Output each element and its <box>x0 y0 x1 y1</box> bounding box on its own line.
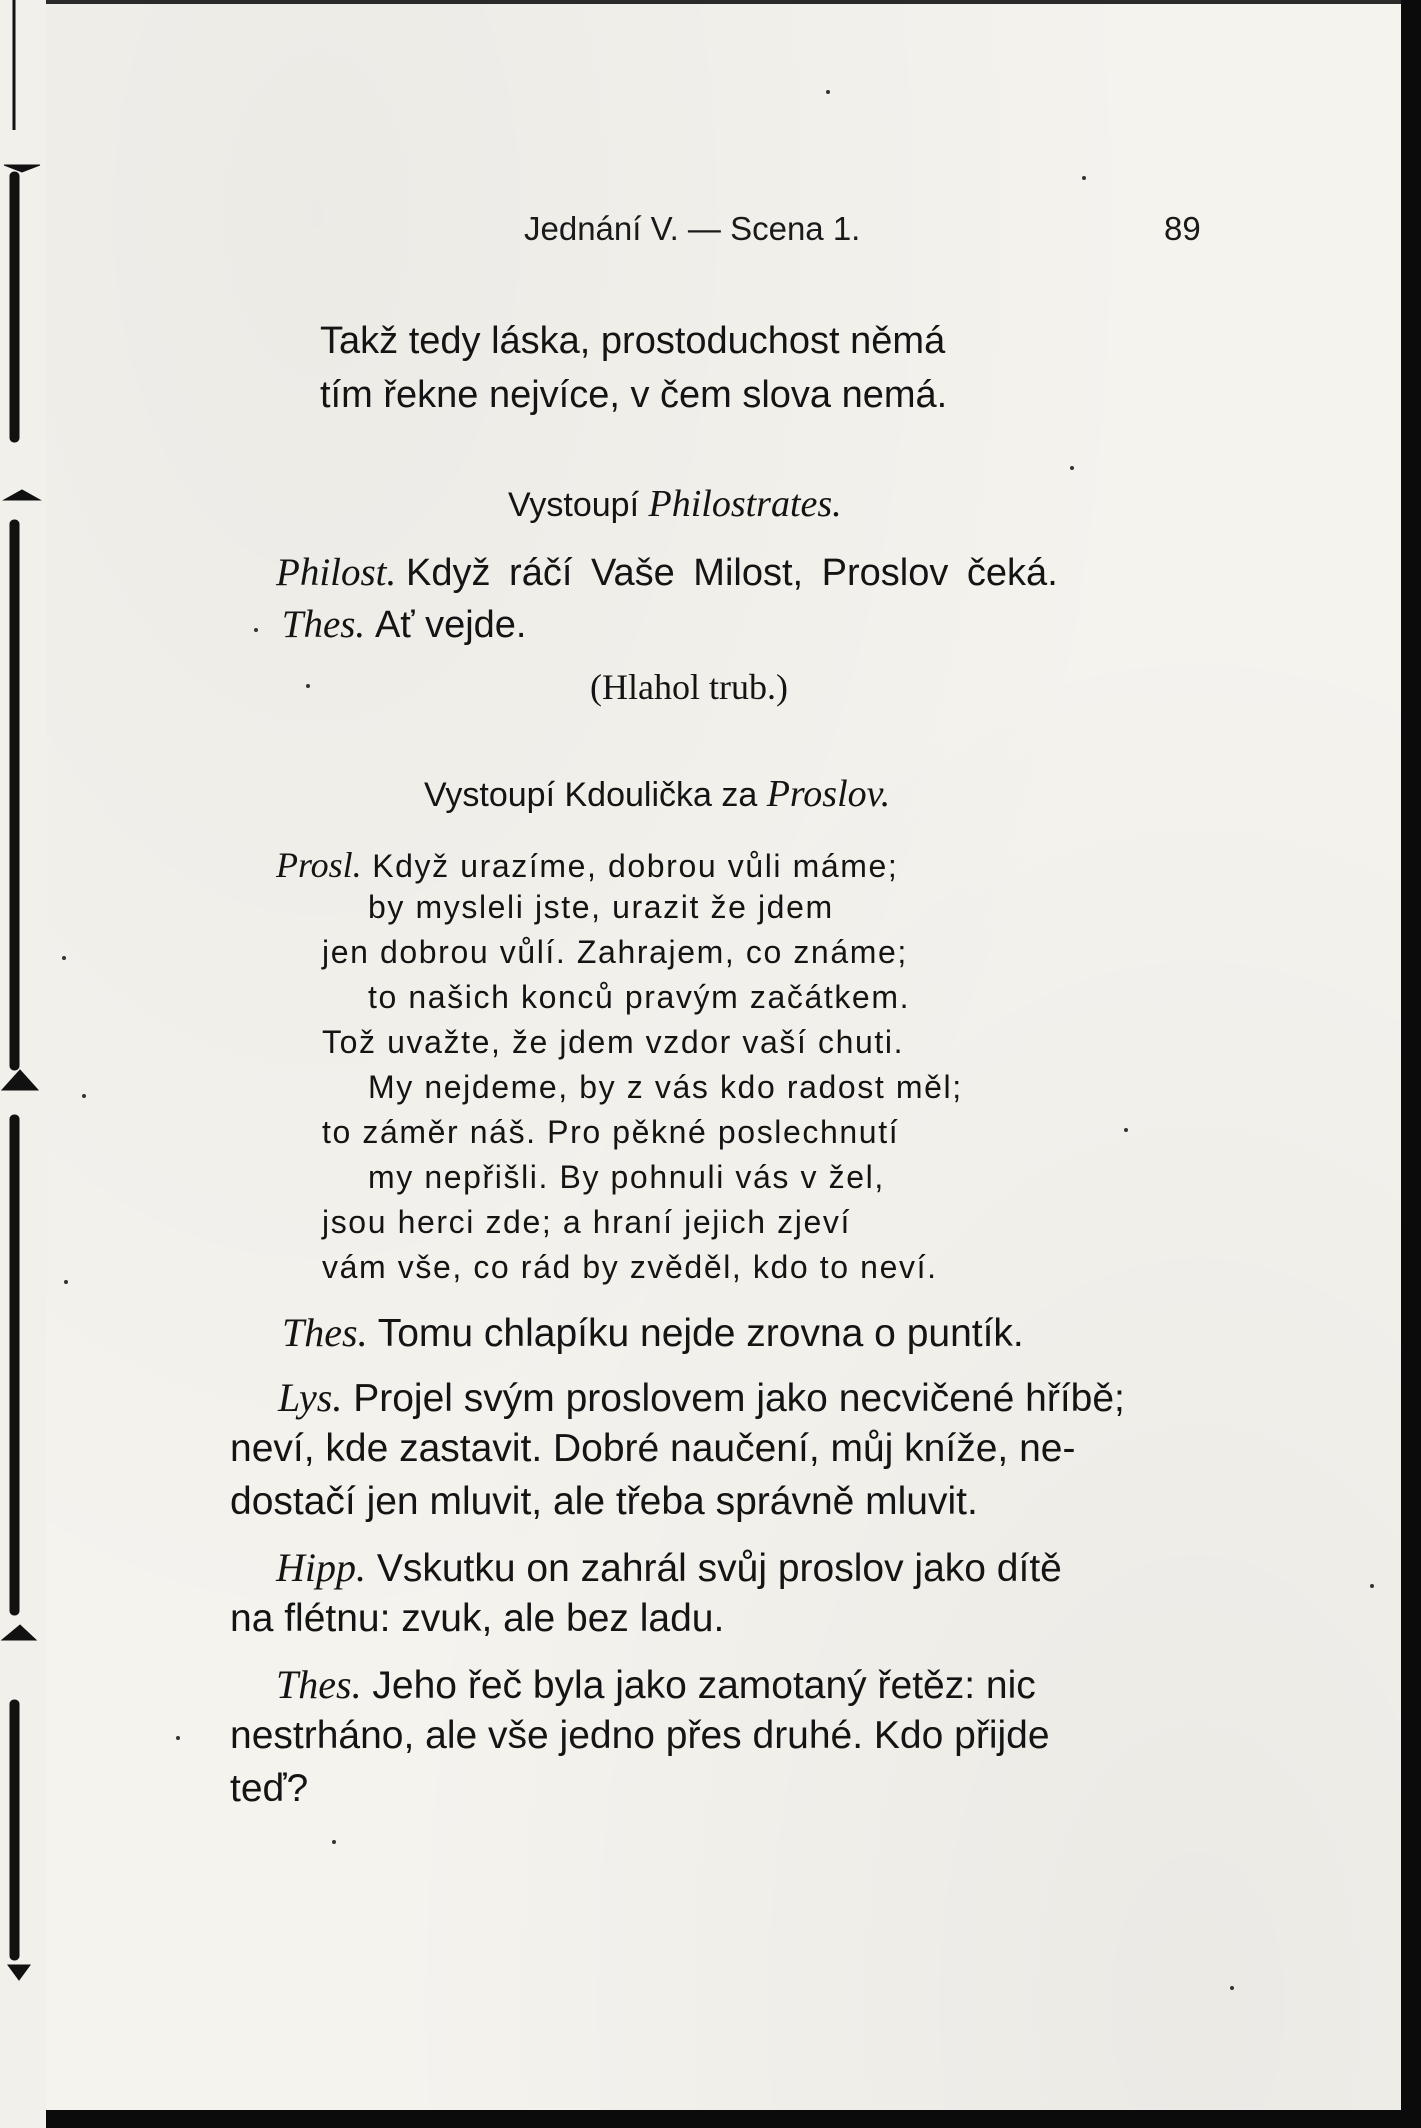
prologue-line: to našich konců pravým začátkem. <box>368 979 911 1015</box>
prologue-text: Když urazíme, dobrou vůli máme; <box>372 848 899 884</box>
speech-thes <box>254 602 527 647</box>
speech-text: dostačí jen mluvit, ale třeba správně mluvit. <box>230 1480 978 1523</box>
speech-text: Jeho řeč byla jako zamotaný řetěz: nic <box>372 1664 1036 1707</box>
print-speck <box>254 628 258 632</box>
speaker-label: Thes. <box>282 1310 368 1355</box>
stage-direction-text: Vystoupí <box>508 486 640 524</box>
print-speck <box>1070 466 1074 470</box>
prologue-line <box>276 844 898 886</box>
character-name: Proslov. <box>766 773 891 815</box>
speaker-label: Thes. <box>281 603 366 646</box>
speaker-label: Thes. <box>276 1662 362 1707</box>
verse-line: Takž tedy láska, prostoduchost němá <box>320 320 946 362</box>
speech-thes <box>276 1661 1036 1708</box>
book-page <box>46 0 1401 2110</box>
print-speck <box>1230 1986 1234 1990</box>
speech-text: na flétnu: zvuk, ale bez ladu. <box>230 1597 725 1640</box>
character-name: Philostrates. <box>648 483 842 525</box>
speaker-label: Hipp. <box>276 1545 366 1590</box>
stage-direction <box>424 772 890 816</box>
print-speck <box>1124 1128 1128 1132</box>
print-speck <box>64 1280 68 1284</box>
print-speck <box>1082 176 1086 180</box>
prologue-line: my nepřišli. By pohnuli vás v žel, <box>368 1159 885 1195</box>
prologue-line: jsou herci zde; a hraní jejich zjeví <box>322 1204 851 1240</box>
print-speck <box>82 1094 86 1098</box>
binding-ornament-strip <box>0 0 46 2128</box>
speech-text: Projel svým proslovem jako necvičené hříbě; <box>353 1377 1125 1420</box>
print-speck <box>1370 1584 1374 1588</box>
speech-philost <box>276 550 1058 595</box>
speech-thes <box>282 1309 1024 1356</box>
speaker-label: Lys. <box>278 1375 343 1420</box>
print-speck <box>306 684 310 688</box>
print-speck <box>332 1840 336 1844</box>
speech-text: Když ráčí Vaše Milost, Proslov čeká. <box>406 552 1058 594</box>
speech-text: nestrháno, ale vše jedno přes druhé. Kdo přijde <box>230 1714 1050 1757</box>
speech-text: Ať vejde. <box>374 604 527 646</box>
print-speck <box>176 1736 180 1740</box>
speech-lys <box>278 1374 1125 1421</box>
speech-text: Vskutku on zahrál svůj proslov jako dítě <box>376 1547 1062 1590</box>
prologue-line: by mysleli jste, urazit že jdem <box>368 889 834 925</box>
verse-line: tím řekne nejvíce, v čem slova nemá. <box>320 374 948 416</box>
prologue-line: My nejdeme, by z vás kdo radost měl; <box>368 1069 963 1105</box>
speech-text: teď? <box>230 1767 309 1810</box>
speech-text: Tomu chlapíku nejde zrovna o puntík. <box>377 1312 1024 1355</box>
prologue-line: Tož uvažte, že jdem vzdor vaší chuti. <box>322 1024 905 1060</box>
speaker-label: Prosl. <box>276 845 362 885</box>
prologue-line: to záměr náš. Pro pěkné poslechnutí <box>322 1114 900 1150</box>
speech-text: neví, kde zastavit. Dobré naučení, můj kníže, ne- <box>230 1427 1076 1470</box>
running-head: Jednání V. — Scena 1. <box>524 210 861 247</box>
stage-direction-text: Vystoupí Kdoulička za <box>424 776 758 814</box>
print-speck <box>62 956 66 960</box>
speaker-label: Philost. <box>276 551 397 594</box>
stage-direction <box>508 482 842 526</box>
prologue-line: jen dobrou vůlí. Zahrajem, co známe; <box>322 934 908 970</box>
ornamental-rule-icon <box>0 0 46 2128</box>
page-number: 89 <box>1164 210 1201 247</box>
print-speck <box>826 90 830 94</box>
prologue-line: vám vše, co rád by zvěděl, kdo to neví. <box>322 1249 938 1285</box>
stage-direction: (Hlahol trub.) <box>590 667 788 707</box>
speech-hipp <box>276 1544 1062 1591</box>
